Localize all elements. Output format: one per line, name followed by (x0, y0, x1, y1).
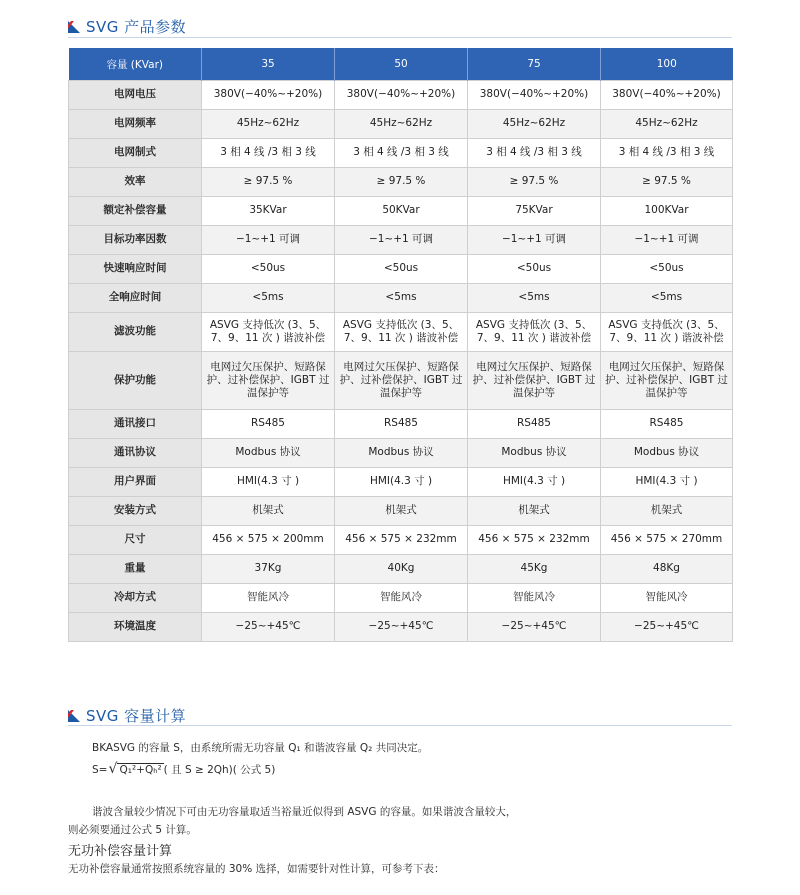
table-cell: <50us (335, 255, 468, 284)
table-cell: 45Hz~62Hz (468, 110, 601, 139)
table-cell: 456 × 575 × 232mm (468, 526, 601, 555)
table-cell: 机架式 (202, 497, 335, 526)
row-label: 环境温度 (69, 613, 202, 642)
row-label: 用户界面 (69, 468, 202, 497)
table-cell: 智能风冷 (601, 584, 733, 613)
row-label: 快速响应时间 (69, 255, 202, 284)
table-cell: ≥ 97.5 % (601, 168, 733, 197)
table-cell: ASVG 支持低次 (3、5、7、9、11 次 ) 谐波补偿 (601, 313, 733, 352)
table-cell: 机架式 (335, 497, 468, 526)
table-cell: 37Kg (202, 555, 335, 584)
table-cell: −1~+1 可调 (601, 226, 733, 255)
table-cell: <50us (468, 255, 601, 284)
column-header: 100 (601, 48, 733, 81)
table-row (69, 584, 733, 613)
table-cell: Modbus 协议 (335, 439, 468, 468)
row-label: 通讯协议 (69, 439, 202, 468)
spec-table (68, 48, 733, 642)
table-cell: ASVG 支持低次 (3、5、7、9、11 次 ) 谐波补偿 (468, 313, 601, 352)
row-label: 冷却方式 (69, 584, 202, 613)
table-cell: ASVG 支持低次 (3、5、7、9、11 次 ) 谐波补偿 (335, 313, 468, 352)
table-cell: 456 × 575 × 270mm (601, 526, 733, 555)
table-cell: −25~+45℃ (202, 613, 335, 642)
table-cell: 380V(−40%~+20%) (468, 81, 601, 110)
table-row (69, 410, 733, 439)
table-header-row (69, 48, 733, 81)
table-row (69, 555, 733, 584)
table-cell: 3 相 4 线 /3 相 3 线 (468, 139, 601, 168)
table-cell: −1~+1 可调 (468, 226, 601, 255)
table-row (69, 284, 733, 313)
table-cell: <50us (601, 255, 733, 284)
row-label: 尺寸 (69, 526, 202, 555)
table-row (69, 468, 733, 497)
table-cell: 40Kg (335, 555, 468, 584)
table-cell: RS485 (202, 410, 335, 439)
column-header: 50 (335, 48, 468, 81)
table-cell: HMI(4.3 寸 ) (202, 468, 335, 497)
table-cell: <5ms (468, 284, 601, 313)
table-cell: 3 相 4 线 /3 相 3 线 (601, 139, 733, 168)
table-cell: −1~+1 可调 (335, 226, 468, 255)
table-cell: 75KVar (468, 197, 601, 226)
row-label: 电网制式 (69, 139, 202, 168)
formula-radical: √ Q₁²+Qₕ² (117, 763, 163, 776)
table-cell: <5ms (601, 284, 733, 313)
table-row (69, 439, 733, 468)
column-header: 容量 (KVar) (69, 48, 202, 81)
table-cell: 48Kg (601, 555, 733, 584)
table-cell: 电网过欠压保护、短路保护、过补偿保护、IGBT 过温保护等 (601, 352, 733, 410)
table-cell: 100KVar (601, 197, 733, 226)
table-row (69, 168, 733, 197)
table-cell: 电网过欠压保护、短路保护、过补偿保护、IGBT 过温保护等 (202, 352, 335, 410)
table-cell: 45Hz~62Hz (601, 110, 733, 139)
table-row (69, 110, 733, 139)
table-cell: 机架式 (601, 497, 733, 526)
reactive-note-text: 无功补偿容量通常按照系统容量的 30% 选择，如需要针对性计算，可参考下表： (68, 863, 445, 875)
capacity-intro-text: BKASVG 的容量 S，由系统所需无功容量 Q₁ 和谐波容量 Q₂ 共同决定。 (92, 742, 429, 754)
formula-condition: ( 且 S ≥ 2Qh)( 公式 5) (163, 764, 276, 776)
table-cell: 380V(−40%~+20%) (335, 81, 468, 110)
table-row (69, 352, 733, 410)
divider (68, 37, 732, 38)
table-row (69, 526, 733, 555)
table-cell: Modbus 协议 (468, 439, 601, 468)
table-cell: ≥ 97.5 % (202, 168, 335, 197)
table-cell: RS485 (601, 410, 733, 439)
table-cell: ≥ 97.5 % (468, 168, 601, 197)
table-cell: HMI(4.3 寸 ) (601, 468, 733, 497)
row-label: 保护功能 (69, 352, 202, 410)
table-cell: 380V(−40%~+20%) (601, 81, 733, 110)
table-cell: 电网过欠压保护、短路保护、过补偿保护、IGBT 过温保护等 (468, 352, 601, 410)
table-cell: −25~+45℃ (601, 613, 733, 642)
table-cell: ASVG 支持低次 (3、5、7、9、11 次 ) 谐波补偿 (202, 313, 335, 352)
row-label: 效率 (69, 168, 202, 197)
table-cell: Modbus 协议 (202, 439, 335, 468)
harmonic-note-text-cont: 则必须要通过公式 5 计算。 (68, 824, 197, 836)
table-cell: <5ms (335, 284, 468, 313)
table-cell: 380V(−40%~+20%) (202, 81, 335, 110)
table-cell: 45Hz~62Hz (202, 110, 335, 139)
table-cell: 电网过欠压保护、短路保护、过补偿保护、IGBT 过温保护等 (335, 352, 468, 410)
column-header: 75 (468, 48, 601, 81)
table-row (69, 81, 733, 110)
section-marker-icon (68, 710, 80, 722)
table-cell: 45Kg (468, 555, 601, 584)
table-row (69, 497, 733, 526)
table-cell: −25~+45℃ (335, 613, 468, 642)
table-cell: 智能风冷 (202, 584, 335, 613)
table-cell: <5ms (202, 284, 335, 313)
row-label: 滤波功能 (69, 313, 202, 352)
row-label: 目标功率因数 (69, 226, 202, 255)
table-cell: 35KVar (202, 197, 335, 226)
table-row (69, 255, 733, 284)
table-cell: Modbus 协议 (601, 439, 733, 468)
row-label: 重量 (69, 555, 202, 584)
table-cell: 456 × 575 × 232mm (335, 526, 468, 555)
table-cell: 智能风冷 (335, 584, 468, 613)
table-cell: ≥ 97.5 % (335, 168, 468, 197)
table-cell: 50KVar (335, 197, 468, 226)
table-cell: RS485 (468, 410, 601, 439)
table-row (69, 313, 733, 352)
table-cell: −25~+45℃ (468, 613, 601, 642)
divider (68, 725, 732, 726)
row-label: 电网电压 (69, 81, 202, 110)
capacity-formula (92, 762, 275, 777)
row-label: 全响应时间 (69, 284, 202, 313)
table-cell: 456 × 575 × 200mm (202, 526, 335, 555)
table-cell: 3 相 4 线 /3 相 3 线 (202, 139, 335, 168)
table-row (69, 226, 733, 255)
table-cell: RS485 (335, 410, 468, 439)
row-label: 额定补偿容量 (69, 197, 202, 226)
table-cell: 机架式 (468, 497, 601, 526)
row-label: 通讯接口 (69, 410, 202, 439)
row-label: 安装方式 (69, 497, 202, 526)
table-row (69, 139, 733, 168)
harmonic-note-text: 谐波含量较少情况下可由无功容量取适当裕量近似得到 ASVG 的容量。如果谐波含量较大， (92, 806, 517, 818)
table-cell: 智能风冷 (468, 584, 601, 613)
formula-lhs: S= (92, 763, 108, 776)
table-cell: <50us (202, 255, 335, 284)
column-header: 35 (202, 48, 335, 81)
subheading: 无功补偿容量计算 (68, 844, 173, 859)
table-cell: −1~+1 可调 (202, 226, 335, 255)
section-title: SVG 产品参数 (86, 18, 187, 36)
table-row (69, 197, 733, 226)
row-label: 电网频率 (69, 110, 202, 139)
table-cell: HMI(4.3 寸 ) (468, 468, 601, 497)
section-title: SVG 容量计算 (86, 707, 187, 725)
section-header-params (68, 16, 186, 37)
table-row (69, 613, 733, 642)
table-cell: HMI(4.3 寸 ) (335, 468, 468, 497)
section-marker-icon (68, 21, 80, 33)
section-header-capacity (68, 705, 186, 726)
table-cell: 3 相 4 线 /3 相 3 线 (335, 139, 468, 168)
table-cell: 45Hz~62Hz (335, 110, 468, 139)
